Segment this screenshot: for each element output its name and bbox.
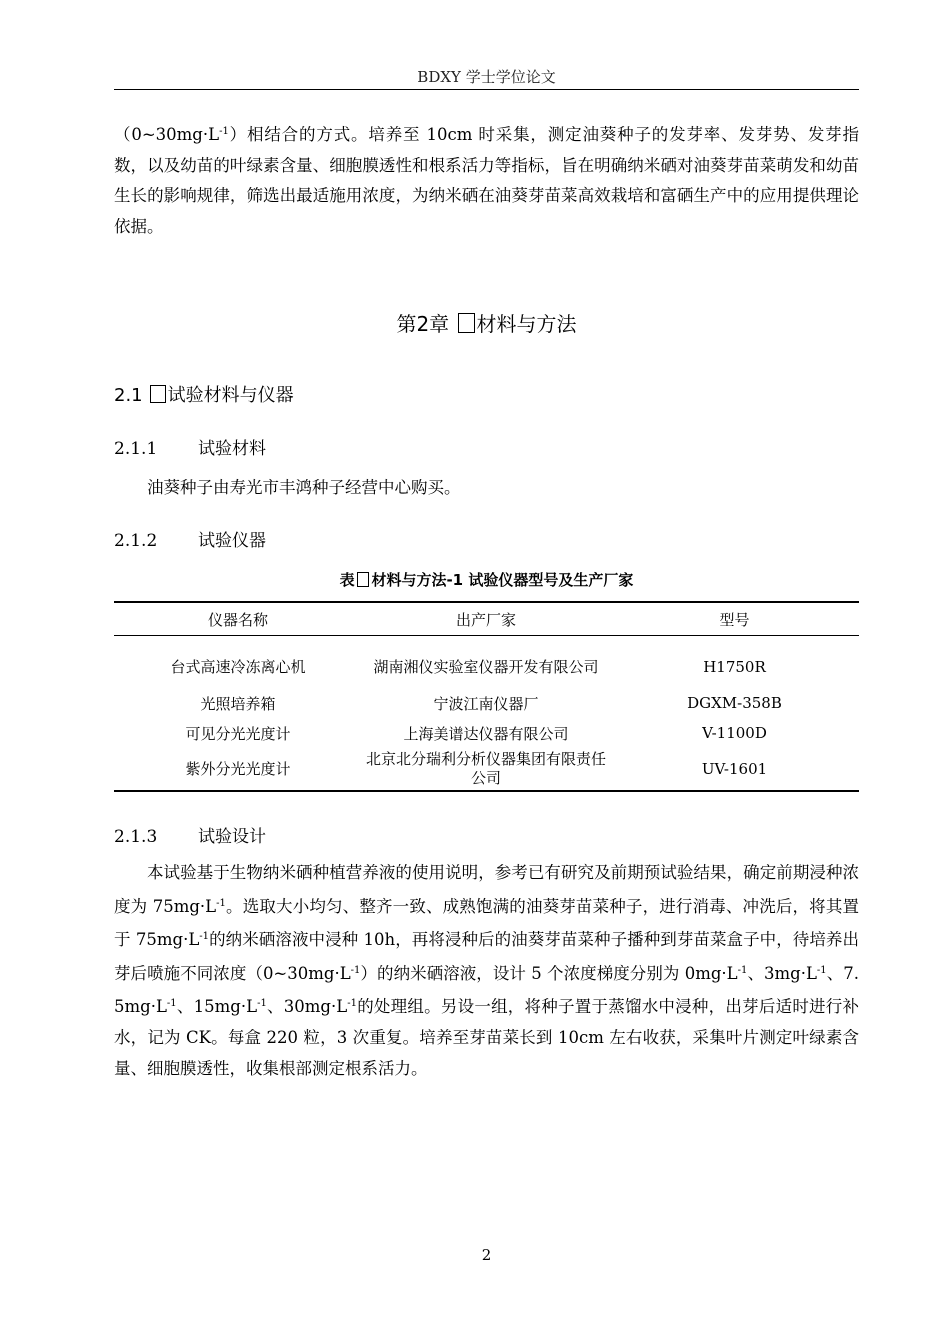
subsection-heading-2-1-1 xyxy=(114,434,266,459)
subsection-title: 试验仪器 xyxy=(198,531,266,551)
design-text: 、15mg·L xyxy=(176,997,258,1017)
intro-text-a: （0~30mg·L xyxy=(114,125,220,144)
subsection-number: 2.1.3 xyxy=(114,827,158,847)
subsection-title: 试验材料 xyxy=(198,439,266,459)
missing-glyph-box-icon xyxy=(150,385,165,403)
subsection-number: 2.1.1 xyxy=(114,439,158,459)
caption-prefix: 表 xyxy=(339,571,355,589)
chapter-title: 材料与方法 xyxy=(476,312,577,336)
page-header: BDXY 学士学位论文 xyxy=(417,68,556,86)
header-rule xyxy=(114,89,859,90)
design-paragraph xyxy=(114,858,859,1084)
table-cell-text: 湖南湘仪实验室仪器开发有限公司 xyxy=(373,657,599,676)
superscript: -1 xyxy=(219,126,229,137)
table-cell xyxy=(362,636,610,689)
missing-glyph-box-icon xyxy=(357,572,370,587)
page-number: 2 xyxy=(481,1246,492,1264)
column-header: 型号 xyxy=(610,602,859,636)
table-cell: H1750R xyxy=(703,657,766,676)
table-cell-text: 北京北分瑞利分析仪器集团有限责任公司 xyxy=(366,750,607,787)
design-text: 。选取大小均匀、整齐一致、成熟饱满的油葵芽苗菜种子，进行消毒、冲洗后，将其置于 75mg·L xyxy=(114,896,860,950)
superscript: -1 xyxy=(166,998,177,1010)
design-text: 的纳米硒溶液中浸种 10h，再将浸种后的油葵芽苗菜种子播种到芽苗菜盒子中，待培养出芽后喷施不同浓度（0~30mg·L xyxy=(114,930,860,983)
section-number: 2.1 xyxy=(114,385,143,406)
table-cell: DGXM-358B xyxy=(687,694,782,712)
table-cell: V-1100D xyxy=(702,724,767,742)
intro-text-b: ）相结合的方式。培养至 10cm 时采集，测定油葵种子的发芽率、发芽势、发芽指数，以及幼苗的叶绿素含量、细胞膜透性和根系活力等指标，旨在明确纳米硒对油葵芽苗菜萌发和幼苗生长的影响规律，筛选出最适施用浓度，为纳米硒在油葵芽苗菜高效栽培和富硒生产中的应用提供理论依据。 xyxy=(114,125,860,236)
caption-text: 材料与方法-1 试验仪器型号及生产厂家 xyxy=(371,571,634,589)
table-row xyxy=(114,718,859,748)
subsection-heading-2-1-3 xyxy=(114,822,266,847)
design-text: 、7.5mg·L xyxy=(114,963,859,1017)
table-row xyxy=(114,636,859,689)
table-header-row xyxy=(114,602,859,636)
superscript: -1 xyxy=(216,897,226,909)
table-cell: 宁波江南仪器厂 xyxy=(433,694,539,713)
subsection-heading-2-1-2 xyxy=(114,526,266,551)
column-header: 仪器名称 xyxy=(114,602,362,636)
table-cell: UV-1601 xyxy=(610,748,859,791)
table-cell: 光照培养箱 xyxy=(200,694,276,713)
chapter-heading xyxy=(114,308,859,337)
table-caption xyxy=(114,569,859,590)
superscript: -1 xyxy=(347,998,357,1010)
table-row xyxy=(114,688,859,718)
design-text: 、30mg·L xyxy=(266,997,348,1017)
superscript: -1 xyxy=(350,964,361,976)
superscript: -1 xyxy=(737,964,748,976)
superscript: -1 xyxy=(816,964,827,976)
table-cell: 台式高速冷冻离心机 xyxy=(170,657,306,676)
superscript: -1 xyxy=(199,931,210,943)
instrument-table xyxy=(114,601,859,792)
table-cell xyxy=(362,748,610,791)
subsection-number: 2.1.2 xyxy=(114,531,158,551)
table-row xyxy=(114,748,859,791)
design-text: 本试验基于生物纳米硒种植营养液的使用说明，参考已有研究及前期预试验结果，确定前期浸种浓度为 75mg·L xyxy=(114,863,859,916)
superscript: -1 xyxy=(257,998,267,1010)
table-cell: 可见分光光度计 xyxy=(185,724,291,743)
section-title: 试验材料与仪器 xyxy=(167,385,294,406)
column-header: 出产厂家 xyxy=(362,602,610,636)
materials-paragraph: 油葵种子由寿光市丰鸿种子经营中心购买。 xyxy=(147,478,461,497)
subsection-title: 试验设计 xyxy=(198,827,266,847)
table-cell: 上海美谱达仪器有限公司 xyxy=(403,724,569,743)
intro-paragraph xyxy=(114,117,859,242)
chapter-number: 第2章 xyxy=(396,312,450,336)
design-text: ）的纳米硒溶液，设计 5 个浓度梯度分别为 0mg·L xyxy=(360,963,738,983)
design-text: 、3mg·L xyxy=(747,963,817,983)
table-cell: 紫外分光光度计 xyxy=(114,748,362,791)
missing-glyph-box-icon xyxy=(458,313,475,333)
section-heading-2-1 xyxy=(114,381,294,407)
design-text: 的处理组。另设一组，将种子置于蒸馏水中浸种，出芽后适时进行补水，记为 CK。每盒 220 粒，3 次重复。培养至芽苗菜长到 10cm 左右收获，采集叶片测定叶绿素含量、细胞膜透性，收集根部测定根系活力。 xyxy=(114,997,860,1078)
